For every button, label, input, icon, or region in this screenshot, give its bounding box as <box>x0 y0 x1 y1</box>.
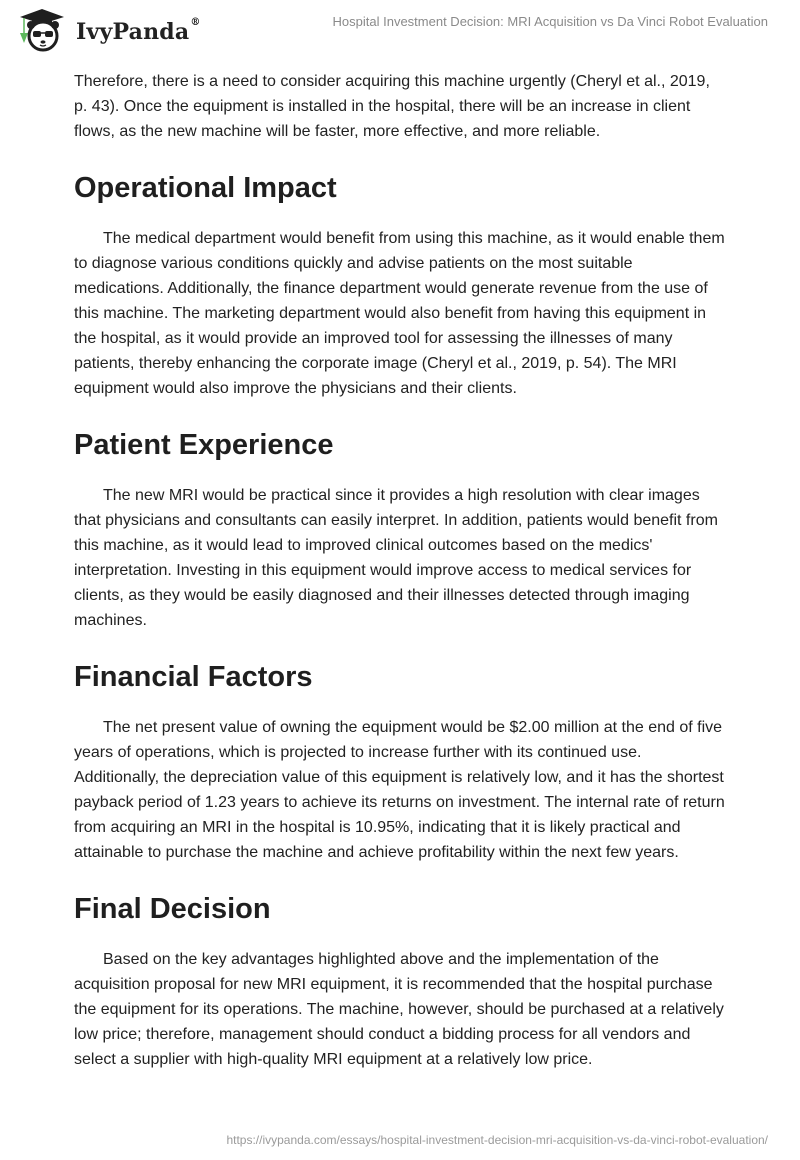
intro-paragraph: Therefore, there is a need to consider acquiring this machine urgently (Cheryl et al., 2019, p. 43). Once the equipment is installed in the hospital, there will be an increase in client flows, as the new machine will be faster, more effective, and more reliable. <box>74 73 710 140</box>
panda-graduation-cap-icon <box>14 7 70 53</box>
section-paragraph-operational-impact: The medical department would benefit from using this machine, as it would enable them to diagnose various conditions quickly and advise patients on the most suitable medications. Additionally, the finance department would generate revenue from the use of this machine. The marketing department would also benefit from having this equipment in the hospital, as it would provide an improved tool for assessing the illnesses of many patients, thereby enhancing the corporate image (Cheryl et al., 2019, p. 54). The MRI equipment would also improve the physicians and their clients. <box>74 230 725 397</box>
source-url-link[interactable]: https://ivypanda.com/essays/hospital-investment-decision-mri-acquisition-vs-da-vinci-robot-evaluation/ <box>226 1133 768 1147</box>
section-heading-patient-experience: Patient Experience <box>74 429 334 461</box>
brand-logo-link[interactable] <box>14 7 201 53</box>
registered-mark: ® <box>190 17 201 28</box>
page-header <box>0 0 800 60</box>
section-heading-financial-factors: Financial Factors <box>74 661 313 693</box>
section-heading-operational-impact: Operational Impact <box>74 172 337 204</box>
section-paragraph-final-decision: Based on the key advantages highlighted above and the implementation of the acquisition proposal for new MRI equipment, it is recommended that the hospital purchase the equipment for its operations. The machine, however, should be purchased at a relatively low price; therefore, management should conduct a bidding process for all vendors and select a supplier with high-quality MRI equipment at a relatively low price. <box>74 951 724 1068</box>
section-heading-final-decision: Final Decision <box>74 893 271 925</box>
brand-name: IvyPanda® <box>76 17 201 45</box>
document-title: Hospital Investment Decision: MRI Acquisition vs Da Vinci Robot Evaluation <box>332 14 768 29</box>
section-paragraph-patient-experience: The new MRI would be practical since it provides a high resolution with clear images that physicians and consultants can easily interpret. In addition, patients would benefit from this machine, as it would lead to improved clinical outcomes based on the medics' interpretation. Investing in this equipment would improve access to medical services for clients, as they would be easily diagnosed and their illnesses detected through imaging machines. <box>74 487 718 629</box>
section-paragraph-financial-factors: The net present value of owning the equipment would be $2.00 million at the end of five years of operations, which is projected to increase further with its continued use. Additionally, the depreciation value of this equipment is relatively low, and it has the shortest payback period of 1.23 years to achieve its returns on investment. The internal rate of return from acquiring an MRI in the hospital is 10.95%, indicating that it is likely practical and attainable to purchase the machine and achieve profitability within the next few years. <box>74 719 725 861</box>
essay-content <box>74 69 726 1072</box>
